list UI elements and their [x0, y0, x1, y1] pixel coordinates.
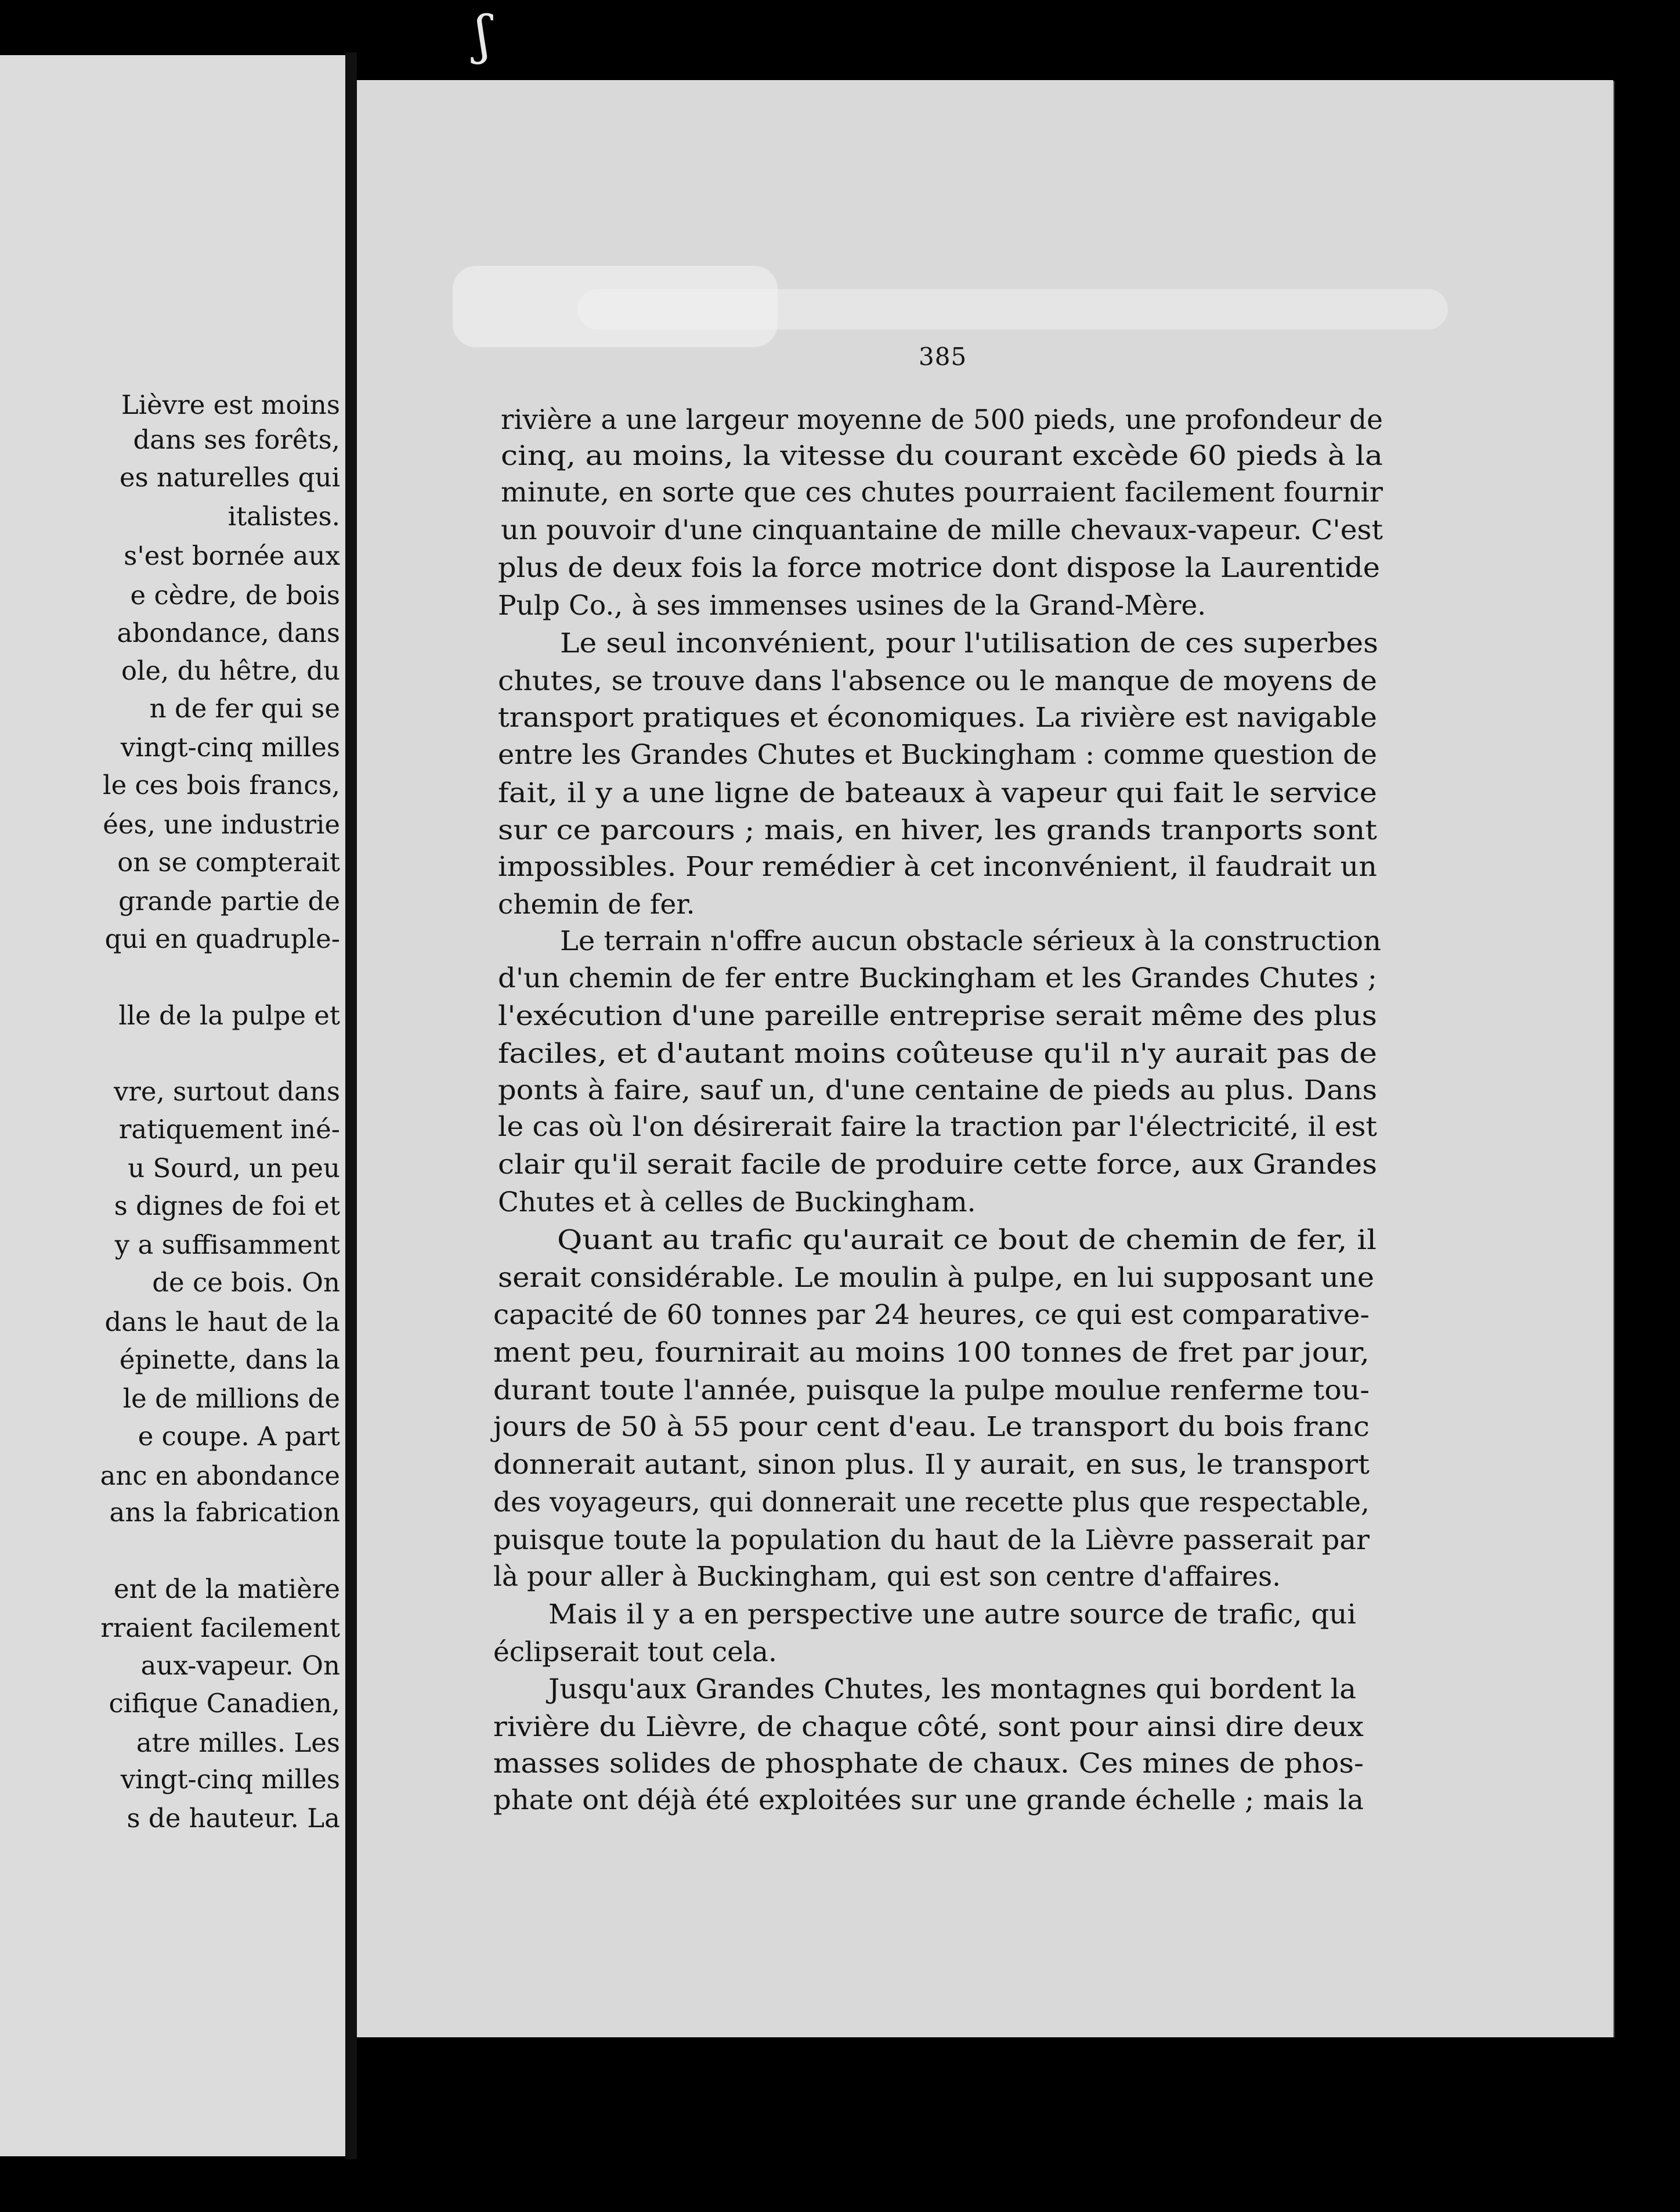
right-page-line: entre les Grandes Chutes et Buckingham : comme question de	[498, 739, 1377, 771]
right-page-line: sur ce parcours ; mais, en hiver, les grands tranports sont	[498, 814, 1377, 846]
left-page-line: vingt-cinq milles	[120, 1764, 340, 1795]
left-facing-page	[0, 55, 348, 2156]
left-page-line: le ces bois francs,	[103, 770, 340, 800]
left-page-line: ole, du hêtre, du	[121, 655, 340, 686]
right-page-line: Pulp Co., à ses immenses usines de la Grand-Mère.	[498, 590, 1206, 622]
left-page-line: lle de la pulpe et	[118, 1000, 340, 1031]
left-page-line: s'est bornée aux	[124, 540, 340, 571]
left-page-line: vre, surtout dans	[113, 1076, 340, 1107]
left-page-line: cifique Canadien,	[109, 1688, 340, 1719]
left-page-line: dans le haut de la	[104, 1307, 340, 1337]
left-page-line: rraient facilement	[100, 1612, 340, 1643]
right-page-line: Le terrain n'offre aucun obstacle sérieux à la construction	[560, 925, 1381, 957]
right-page-line: rivière a une largeur moyenne de 500 pieds, une profondeur de	[501, 404, 1383, 436]
right-page-line: donnerait autant, sinon plus. Il y aurait, en sus, le transport	[493, 1449, 1370, 1481]
right-page-line: clair qu'il serait facile de produire cette force, aux Grandes	[498, 1149, 1377, 1181]
right-page-line: là pour aller à Buckingham, qui est son centre d'affaires.	[493, 1561, 1281, 1593]
right-page-line: d'un chemin de fer entre Buckingham et les Grandes Chutes ;	[498, 962, 1377, 994]
right-page-line: impossibles. Pour remédier à cet inconvénient, il faudrait un	[498, 851, 1377, 883]
right-page-line: le cas où l'on désirerait faire la traction par l'électricité, il est	[498, 1111, 1377, 1143]
right-page-line: ment peu, fournirait au moins 100 tonnes de fret par jour,	[493, 1337, 1370, 1369]
right-page-line: plus de deux fois la force motrice dont dispose la Laurentide	[498, 552, 1380, 584]
right-page-line: serait considérable. Le moulin à pulpe, en lui supposant une	[498, 1262, 1374, 1294]
right-page-line: cinq, au moins, la vitesse du courant excède 60 pieds à la	[501, 440, 1383, 472]
left-page-line: dans ses forêts,	[133, 424, 340, 455]
left-page-line: atre milles. Les	[136, 1727, 340, 1758]
left-page-line: u Sourd, un peu	[128, 1153, 340, 1183]
right-page-line: ponts à faire, sauf un, d'une centaine de pieds au plus. Dans	[498, 1074, 1377, 1106]
left-page-line: ratiquement iné-	[118, 1114, 340, 1145]
right-page-line: Chutes et à celles de Buckingham.	[498, 1186, 976, 1218]
right-page-line: puisque toute la population du haut de la Lièvre passerait par	[493, 1524, 1370, 1556]
right-page-line: transport pratiques et économiques. La rivière est navigable	[498, 702, 1377, 734]
left-page-line: italistes.	[227, 501, 340, 532]
left-page-line: ées, une industrie	[103, 809, 340, 840]
film-frame-mark: ʃ	[476, 5, 490, 66]
left-page-line: vingt-cinq milles	[120, 732, 340, 763]
right-page-line: Mais il y a en perspective une autre source de trafic, qui	[548, 1598, 1356, 1630]
right-page-line: éclipserait tout cela.	[493, 1636, 777, 1668]
scan-smudge	[577, 289, 1448, 330]
left-page-line: qui en quadruple-	[104, 923, 340, 954]
left-page-line: on se compterait	[117, 847, 340, 878]
right-page-line: rivière du Lièvre, de chaque côté, sont pour ainsi dire deux	[493, 1711, 1364, 1743]
left-page-line: Lièvre est moins	[121, 389, 340, 420]
right-page-line: l'exécution d'une pareille entreprise serait même des plus	[498, 1000, 1377, 1032]
left-page-line: e coupe. A part	[138, 1421, 340, 1452]
right-page-line: chutes, se trouve dans l'absence ou le manque de moyens de	[498, 665, 1377, 697]
left-page-line: grande partie de	[118, 886, 340, 916]
left-page-line: n de fer qui se	[149, 693, 340, 724]
left-page-line: s de hauteur. La	[127, 1803, 340, 1834]
right-page-line: minute, en sorte que ces chutes pourraient facilement fournir	[501, 477, 1383, 508]
left-page-line: ans la fabrication	[109, 1497, 340, 1528]
right-page-line: des voyageurs, qui donnerait une recette plus que respectable,	[493, 1486, 1370, 1518]
left-page-line: aux-vapeur. On	[140, 1650, 340, 1681]
right-page-line: Jusqu'aux Grandes Chutes, les montagnes qui bordent la	[548, 1673, 1356, 1705]
right-page-line: jours de 50 à 55 pour cent d'eau. Le transport du bois franc	[493, 1411, 1370, 1443]
left-page-line: y a suffisamment	[114, 1229, 340, 1260]
left-page-line: anc en abondance	[100, 1460, 340, 1491]
right-page-line: un pouvoir d'une cinquantaine de mille chevaux-vapeur. C'est	[501, 514, 1383, 546]
left-page-line: de ce bois. On	[152, 1267, 340, 1298]
page-edge	[1613, 81, 1614, 2037]
right-page-line: capacité de 60 tonnes par 24 heures, ce qui est comparative-	[493, 1299, 1370, 1331]
right-page-line: durant toute l'année, puisque la pulpe moulue renferme tou-	[493, 1374, 1370, 1406]
right-page-line: chemin de fer.	[498, 889, 695, 921]
left-page-line: ent de la matière	[113, 1574, 340, 1604]
right-page-line: Le seul inconvénient, pour l'utilisation de ces superbes	[560, 627, 1378, 659]
right-page-line: masses solides de phosphate de chaux. Ces mines de phos-	[493, 1748, 1364, 1780]
right-page-line: phate ont déjà été exploitées sur une grande échelle ; mais la	[493, 1784, 1364, 1816]
left-page-line: abondance, dans	[117, 618, 340, 648]
left-page-line: es naturelles qui	[119, 462, 340, 493]
right-page-line: fait, il y a une ligne de bateaux à vapeur qui fait le service	[498, 777, 1377, 809]
left-page-line: épinette, dans la	[119, 1344, 340, 1375]
left-page-line: e cèdre, de bois	[130, 580, 340, 611]
right-page-line: faciles, et d'autant moins coûteuse qu'il n'y aurait pas de	[498, 1038, 1377, 1070]
page-number: 385	[919, 342, 967, 371]
book-gutter	[345, 52, 357, 2159]
right-page-line: Quant au trafic qu'aurait ce bout de chemin de fer, il	[557, 1224, 1376, 1256]
left-page-line: le de millions de	[122, 1383, 340, 1414]
left-page-line: s dignes de foi et	[114, 1190, 340, 1221]
